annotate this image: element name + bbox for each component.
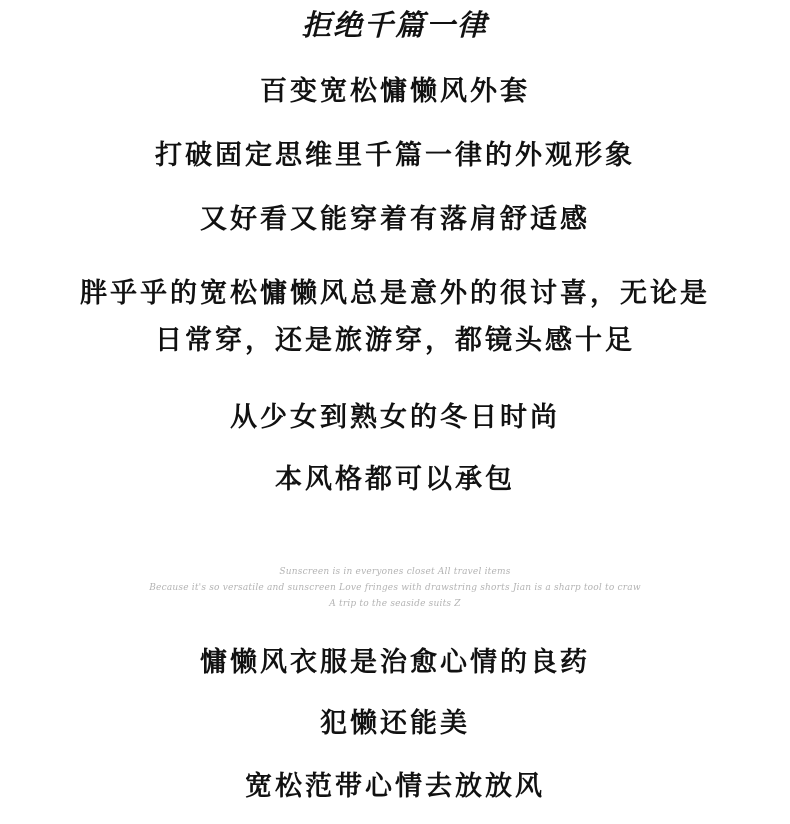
- description-line-2: 日常穿，还是旅游穿，都镜头感十足: [155, 325, 635, 356]
- description-line-1: 胖乎乎的宽松慵懒风总是意外的很讨喜，无论是: [80, 278, 710, 309]
- closing-line-2: 犯懒还能美: [320, 708, 470, 739]
- closing-line-3: 宽松范带心情去放放风: [245, 771, 545, 802]
- intro-line-2: 打破固定思维里千篇一律的外观形象: [155, 140, 635, 171]
- closing-line-1: 慵懒风衣服是治愈心情的良药: [200, 647, 590, 678]
- intro-line-3: 又好看又能穿着有落肩舒适感: [200, 204, 590, 235]
- script-line-2: Because it's so versatile and sunscreen Love fringes with drawstring shorts Jian is a sharp tool to craw: [149, 583, 641, 593]
- page-heading: 拒绝千篇一律: [301, 8, 488, 42]
- intro-line-1: 百变宽松慵懒风外套: [260, 76, 530, 107]
- script-line-1: Sunscreen is in everyones closet All travel items: [279, 567, 511, 577]
- style-line-1: 从少女到熟女的冬日时尚: [230, 402, 560, 433]
- script-line-3: A trip to the seaside suits Z: [329, 599, 461, 609]
- style-line-2: 本风格都可以承包: [275, 464, 515, 495]
